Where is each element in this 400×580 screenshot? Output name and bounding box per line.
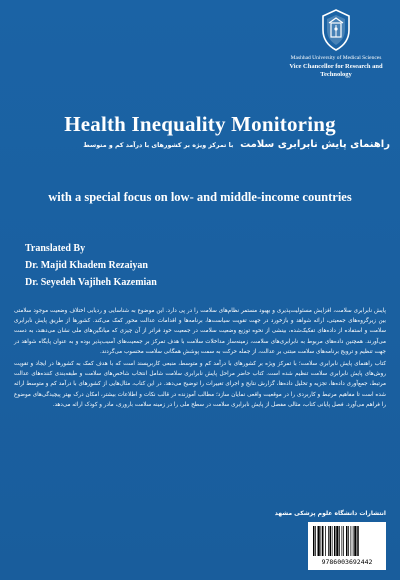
persian-title <box>10 138 390 153</box>
barcode-panel <box>308 522 386 570</box>
description-paragraph: پایش نابرابری سلامت، افزایش مسئولیت‌پذیری و بهبود مستمر نظام‌های سلامت را در پی دارد. این موضوع به شناسایی و ردیابی اختلاف وضعیت موجود سلامتی بین زیرگروه‌های جمعیتی، ارائه شواهد و بازخورد در جهت تقویت سیاست‌ها، برنامه‌ها و اقدامات عدالت محور کمک می‌کند. کشورها از طریق پایش نابرابری سلامت و استفاده از داده‌های تفکیک‌شده، بینشی از نحوه توزیع وضعیت سلامت در جمعیت خود فراتر از آن چیزی که میانگین‌های ملی نشان می‌دهند، به دست می‌آورند. همچنین داده‌های مربوط به نابرابری‌های سلامت، زمینه‌ساز مداخلات سلامت با هدف تمرکز بر جمعیت‌های آسیب‌پذیر بوده و به عنوان پایگاه شواهد در جهت تنظیم و ترویج برنامه‌های سلامت مبتنی بر عدالت، از جمله حرکت به سمت پوشش همگانی سلامت محسوب می‌گردند. <box>14 308 386 355</box>
publisher-name: انتشارات دانشگاه علوم پزشکی مشهد <box>274 510 386 517</box>
translators-block <box>25 240 157 291</box>
vice-chancellor-name: Vice Chancellor for Research and Technology <box>289 63 383 78</box>
book-title: Health Inequality Monitoring <box>64 112 336 136</box>
persian-title-main: راهنمای پایش نابرابری سلامت <box>240 139 390 150</box>
back-cover-description <box>14 306 386 412</box>
university-emblem-icon <box>320 8 352 52</box>
book-subtitle: with a special focus on low- and middle-income countries <box>48 190 352 204</box>
description-paragraph: کتاب راهنمای پایش نابرابری سلامت؛ با تمرکز ویژه بر کشورهای با درآمد کم و متوسط، منبعی کاربرپسند است که با هدف کمک به کشورها در ایجاد و تقویت روش‌های پایش نابرابری سلامت تنظیم شده است. کتاب حاضر مراحل پایش نابرابری سلامت شامل انتخاب شاخص‌های سلامت و طبقه‌بندی کننده‌های عدالت مرتبط، جمع‌آوری داده‌ها، تجزیه و تحلیل داده‌ها، گزارش نتایج و اجرای تغییرات را توضیح می‌دهد. در این کتاب، مثال‌هایی از کشورهای با درآمد کم و متوسط ارائه شده است تا مفاهیم مرتبط و کاربردی را در موقعیت واقعی نمایان سازد؛ مطالب آموزنده در قالب نکات و اطلاعات بیشتر، امکان درک بهتر پیچیدگی‌های موضوع را فراهم می‌آورد. فصل پایانی کتاب، مثالی مفصل از پایش نابرابری سلامت در سطح ملی را در زمینه سلامت باروری، مادر و کودک ارائه می‌دهد. <box>14 361 386 408</box>
publisher-logo <box>286 8 386 79</box>
translator-name: Dr. Majid Khadem Rezaiyan <box>25 260 148 271</box>
university-name: Mashhad University of Medical Sciences <box>290 55 382 61</box>
barcode-icon <box>312 526 382 556</box>
isbn-number: 9786003692442 <box>321 558 373 566</box>
translators-heading: Translated By <box>25 243 86 254</box>
translator-name: Dr. Seyedeh Vajiheh Kazemian <box>25 277 157 288</box>
persian-title-sub: با تمرکز ویژه بر کشورهای با درآمد کم و متوسط <box>83 142 234 149</box>
